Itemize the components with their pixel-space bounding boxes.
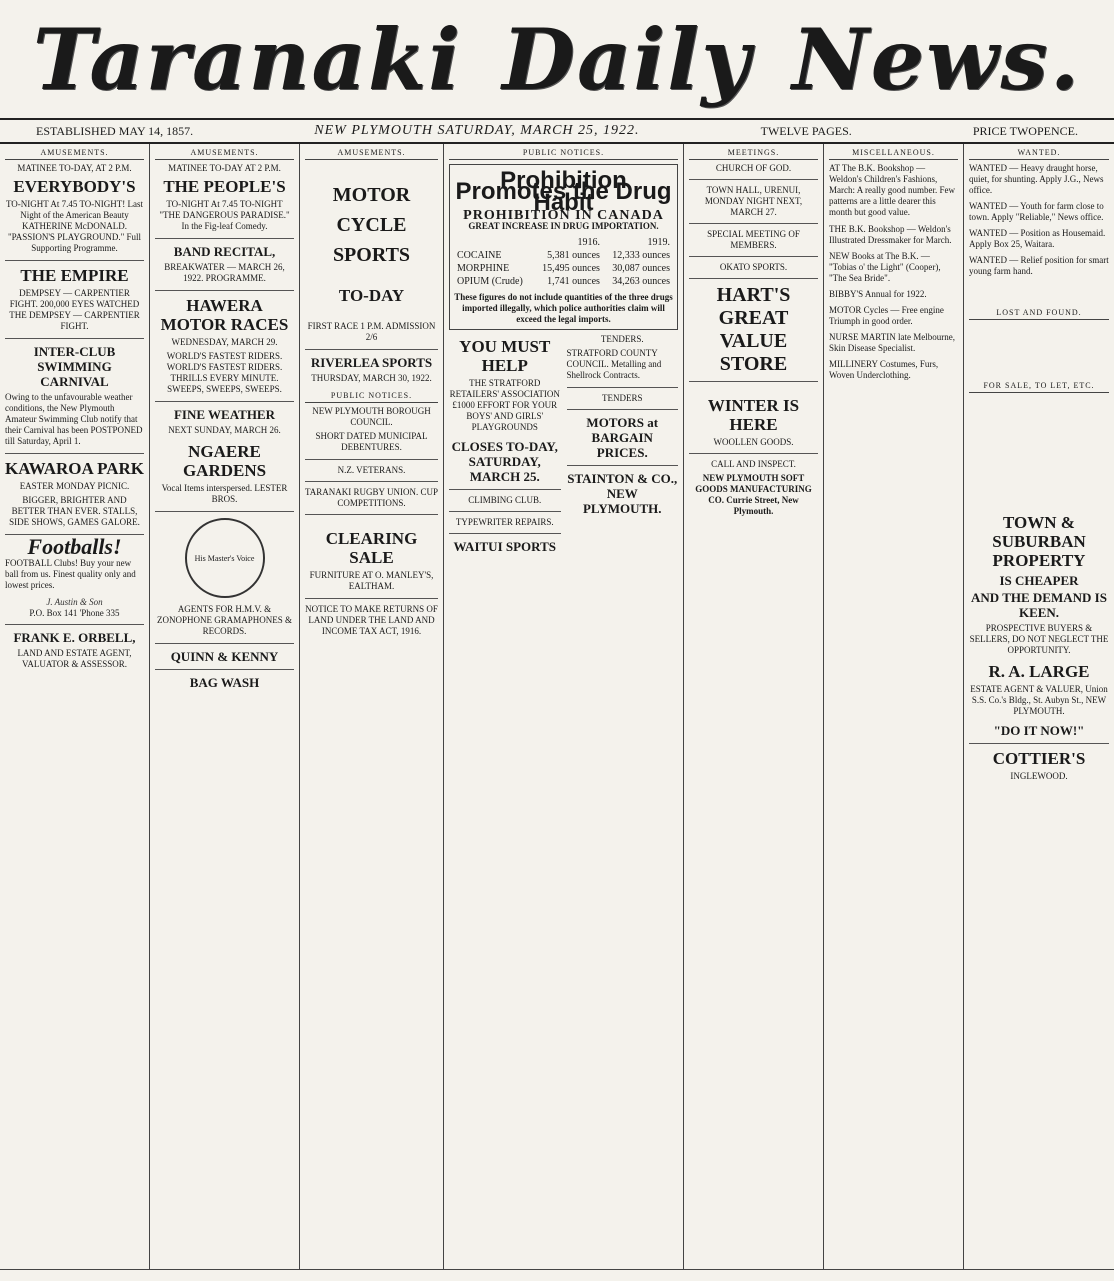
ad-heading: OKATO SPORTS.	[719, 262, 788, 272]
ad-text: DEMPSEY — CARPENTIER FIGHT. 200,000 EYES WATCHED THE DEMPSEY — CARPENTIER FIGHT.	[9, 288, 140, 331]
ad-text: PROSPECTIVE BUYERS & SELLERS, DO NOT NEGLECT THE OPPORTUNITY.	[969, 623, 1109, 655]
ad-heading: THE EMPIRE	[20, 266, 129, 285]
ad-text: BIGGER, BRIGHTER AND BETTER THAN EVER. STALLS, SIDE SHOWS, GAMES GALORE.	[9, 495, 140, 527]
column-meetings	[684, 144, 824, 1269]
ad-text: WORLD'S FASTEST RIDERS. WORLD'S FASTEST RIDERS. THRILLS EVERY MINUTE. SWEEPS, SWEEPS, SWEEPS.	[166, 351, 283, 394]
list-item: MILLINERY Costumes, Furs, Woven Underclothing.	[829, 359, 939, 380]
ad-note: These figures do not include quantities of the three drugs imported illegally, which police authorities claim will exceed the legal imports.	[454, 292, 673, 324]
column-head: AMUSEMENTS.	[305, 147, 438, 160]
column-head: WANTED.	[969, 147, 1109, 160]
ad-heading: WAITUI SPORTS	[453, 539, 556, 554]
ad-heading: TOWN & SUBURBAN PROPERTY	[992, 513, 1086, 570]
wanted-list	[969, 163, 1109, 277]
table-row: OPIUM (Crude) 1,741 ounces 34,263 ounces	[457, 276, 670, 287]
ad-heading: SPECIAL MEETING OF MEMBERS.	[707, 229, 800, 250]
ad-heading: RIVERLEA SPORTS	[310, 355, 433, 370]
ad-text: Owing to the unfavourable weather conditions, the New Plymouth Amateur Swimming Club notify that their Carnival has been POSTPONED till Saturday, April 1.	[5, 392, 143, 446]
ad-text: ESTATE AGENT & VALUER, Union S.S. Co.'s Bldg., St. Aubyn St., NEW PLYMOUTH.	[970, 684, 1108, 716]
column-head: MEETINGS.	[689, 147, 818, 160]
ad-text: THE STRATFORD RETAILERS' ASSOCIATION £1000 EFFORT FOR YOUR BOYS' AND GIRLS' PLAYGROUNDS	[449, 378, 560, 432]
issue-date: NEW PLYMOUTH SATURDAY, MARCH 25, 1922.	[314, 123, 640, 138]
ad-heading: TENDERS.	[600, 334, 644, 344]
ad-heading: Footballs!	[27, 534, 122, 559]
subcolumn-right	[567, 334, 679, 556]
ad-footer: P.O. Box 141 'Phone 335	[29, 608, 120, 618]
list-item: WANTED — Heavy draught horse, quiet, for shunting. Apply J.G., News office.	[969, 163, 1104, 195]
ad-heading: WINTER IS HERE	[707, 396, 800, 434]
column-amusements-3	[300, 144, 444, 1269]
list-item: BIBBY'S Annual for 1922.	[829, 289, 927, 299]
ad-heading: CLEARING SALE	[325, 529, 418, 567]
ad-heading: NEW PLYMOUTH BOROUGH COUNCIL.	[312, 406, 431, 427]
ad-heading: HART'S GREAT VALUE STORE	[716, 284, 791, 375]
table-row: MORPHINE 15,495 ounces 30,087 ounces	[457, 263, 670, 274]
ad-subheading: WEDNESDAY, MARCH 29.	[171, 337, 278, 347]
ad-heading: KAWAROA PARK	[5, 459, 144, 478]
column-head: PUBLIC NOTICES.	[449, 147, 678, 160]
prohibition-ad	[449, 164, 678, 330]
ad-heading: FINE WEATHER	[173, 407, 275, 422]
established: ESTABLISHED MAY 14, 1857.	[36, 123, 194, 138]
ad-text: STRATFORD COUNTY COUNCIL. Metalling and Shellrock Contracts.	[566, 348, 662, 380]
ad-subheading: INGLEWOOD.	[1010, 771, 1068, 781]
column-amusements-2	[150, 144, 300, 1269]
ad-subheading: EASTER MONDAY PICNIC.	[19, 481, 130, 491]
column-amusements-1	[0, 144, 150, 1269]
ad-heading: CLIMBING CLUB.	[468, 495, 542, 505]
column-head: LOST AND FOUND.	[969, 307, 1109, 320]
ad-text: TO-NIGHT At 7.45 TO-NIGHT! Last Night of the American Beauty KATHERINE McDONALD. "PASSION'S PLAYGROUND." Full Supporting Programme.	[5, 199, 144, 253]
ad-text: SHORT DATED MUNICIPAL DEBENTURES.	[315, 431, 428, 452]
ad-heading: MOTORS at BARGAIN PRICES.	[586, 415, 659, 460]
masthead-word-2: Daily	[502, 9, 753, 109]
ad-subheading: AND THE DEMAND IS KEEN.	[971, 590, 1107, 620]
ad-heading: CHURCH OF GOD.	[715, 163, 792, 173]
ad-heading: THE PEOPLE'S	[163, 177, 286, 196]
ad-subheading: GREAT INCREASE IN DRUG IMPORTATION.	[468, 221, 659, 231]
ad-text: AT The B.K. Bookshop — Weldon's Children's Fashions, March: A really good number. Few patterns are a little dearer this month but good value.	[829, 163, 955, 217]
ad-text: Vocal Items interspersed. LESTER BROS.	[161, 483, 288, 504]
page-count: TWELVE PAGES.	[760, 123, 852, 138]
ad-text: FURNITURE AT O. MANLEY'S, EALTHAM.	[309, 570, 434, 591]
table-row: COCAINE 5,381 ounces 12,333 ounces	[457, 250, 670, 261]
list-item: WANTED — Position as Housemaid. Apply Box 25, Waitara.	[969, 228, 1106, 249]
ad-text: NEXT SUNDAY, MARCH 26.	[168, 425, 281, 435]
ad-heading: BAG WASH	[189, 675, 260, 690]
ad-heading: TOWN HALL, URENUI, MONDAY NIGHT NEXT, MARCH 27.	[704, 185, 803, 217]
list-item: NEW Books at The B.K. — "Tobias o' the Light" (Cooper), "The Sea Bride".	[829, 251, 941, 283]
ad-title: MATINEE TO-DAY AT 2 P.M.	[168, 163, 281, 173]
ad-heading: Prohibition Promotes the Drug Habit	[455, 167, 672, 216]
ad-heading: QUINN & KENNY	[170, 649, 279, 664]
column-head: AMUSEMENTS.	[155, 147, 294, 160]
drug-table	[454, 236, 673, 288]
ad-text: BREAKWATER — MARCH 26, 1922. PROGRAMME.	[164, 262, 285, 283]
column-miscellaneous	[824, 144, 964, 1269]
masthead-word-1: Taranaki	[32, 9, 463, 109]
dateline	[0, 120, 1114, 144]
ad-text: TO-NIGHT At 7.45 TO-NIGHT "THE DANGEROUS PARADISE." In the Fig-leaf Comedy.	[159, 199, 290, 231]
subcolumn-left	[449, 334, 561, 556]
ad-text: FOOTBALL Clubs! Buy your new ball from us. Finest quality only and lowest prices.	[5, 558, 136, 590]
masthead-word-3: News.	[792, 9, 1082, 109]
ad-footer: CLOSES TO-DAY, SATURDAY, MARCH 25.	[451, 439, 558, 484]
column-public-notices	[444, 144, 684, 1269]
table-header: 1916. 1919.	[577, 237, 670, 248]
ad-heading: CALL AND INSPECT.	[711, 459, 796, 469]
ad-title: MATINEE TO-DAY, AT 2 P.M.	[17, 163, 132, 173]
ad-subheading: TO-DAY	[338, 286, 405, 305]
ad-text: LAND AND ESTATE AGENT, VALUATOR & ASSESSOR.	[17, 648, 132, 669]
ad-heading: TYPEWRITER REPAIRS.	[455, 517, 554, 527]
ad-heading: EVERYBODY'S	[13, 177, 136, 196]
column-head: AMUSEMENTS.	[5, 147, 144, 160]
list-item: MOTOR Cycles — Free engine Triumph in good order.	[829, 305, 944, 326]
ad-heading: FRANK E. ORBELL,	[13, 630, 136, 645]
ad-footer: "DO IT NOW!"	[993, 723, 1085, 738]
ad-subheading: IS CHEAPER	[999, 573, 1079, 588]
ad-heading: TENDERS	[602, 393, 643, 403]
list-item: WANTED — Relief position for smart young farm hand.	[969, 255, 1109, 276]
signature: J. Austin & Son	[46, 597, 103, 607]
ad-heading: NGAERE GARDENS	[182, 442, 267, 480]
ad-text: NOTICE TO MAKE RETURNS OF LAND UNDER THE LAND AND INCOME TAX ACT, 1916.	[305, 604, 438, 636]
misc-list	[829, 224, 958, 381]
ad-subheading: WOOLLEN GOODS.	[713, 437, 794, 447]
ad-heading: YOU MUST HELP	[459, 337, 551, 375]
ad-text: THURSDAY, MARCH 30, 1922.	[311, 373, 432, 383]
ad-text: FIRST RACE 1 P.M. ADMISSION 2/6	[307, 321, 436, 342]
ad-heading: TARANAKI RUGBY UNION. CUP COMPETITIONS.	[305, 487, 438, 508]
ad-heading: MOTOR CYCLE SPORTS	[332, 184, 411, 266]
public-notices-split	[449, 334, 678, 556]
column-head: MISCELLANEOUS.	[829, 147, 958, 160]
masthead	[0, 0, 1114, 120]
ad-subheading: PROHIBITION IN CANADA	[463, 208, 664, 223]
ad-heading: N.Z. VETERANS.	[337, 465, 406, 475]
agent-name: R. A. LARGE	[988, 662, 1090, 681]
ad-text: NEW PLYMOUTH SOFT GOODS MANUFACTURING CO. Currie Street, New Plymouth.	[695, 473, 812, 516]
ad-heading: BAND RECITAL,	[173, 244, 276, 259]
his-masters-voice-logo: His Master's Voice	[185, 518, 265, 598]
ad-heading: STAINTON & CO., NEW PLYMOUTH.	[567, 471, 678, 516]
ad-heading: COTTIER'S	[992, 749, 1086, 768]
ad-text: AGENTS FOR H.M.V. & ZONOPHONE GRAMAPHONES & RECORDS.	[156, 604, 292, 636]
columns	[0, 144, 1114, 1270]
ad-heading: INTER-CLUB SWIMMING CARNIVAL	[33, 344, 116, 389]
column-head: FOR SALE, TO LET, ETC.	[969, 380, 1109, 393]
column-head: PUBLIC NOTICES.	[305, 390, 438, 403]
list-item: WANTED — Youth for farm close to town. Apply "Reliable," News office.	[969, 201, 1104, 222]
column-wanted	[964, 144, 1114, 1269]
ad-heading: HAWERA MOTOR RACES	[160, 296, 289, 334]
list-item: NURSE MARTIN late Melbourne, Skin Disease Specialist.	[829, 332, 955, 353]
price: PRICE TWOPENCE.	[972, 123, 1078, 138]
list-item: THE B.K. Bookshop — Weldon's Illustrated Dressmaker for March.	[829, 224, 952, 245]
